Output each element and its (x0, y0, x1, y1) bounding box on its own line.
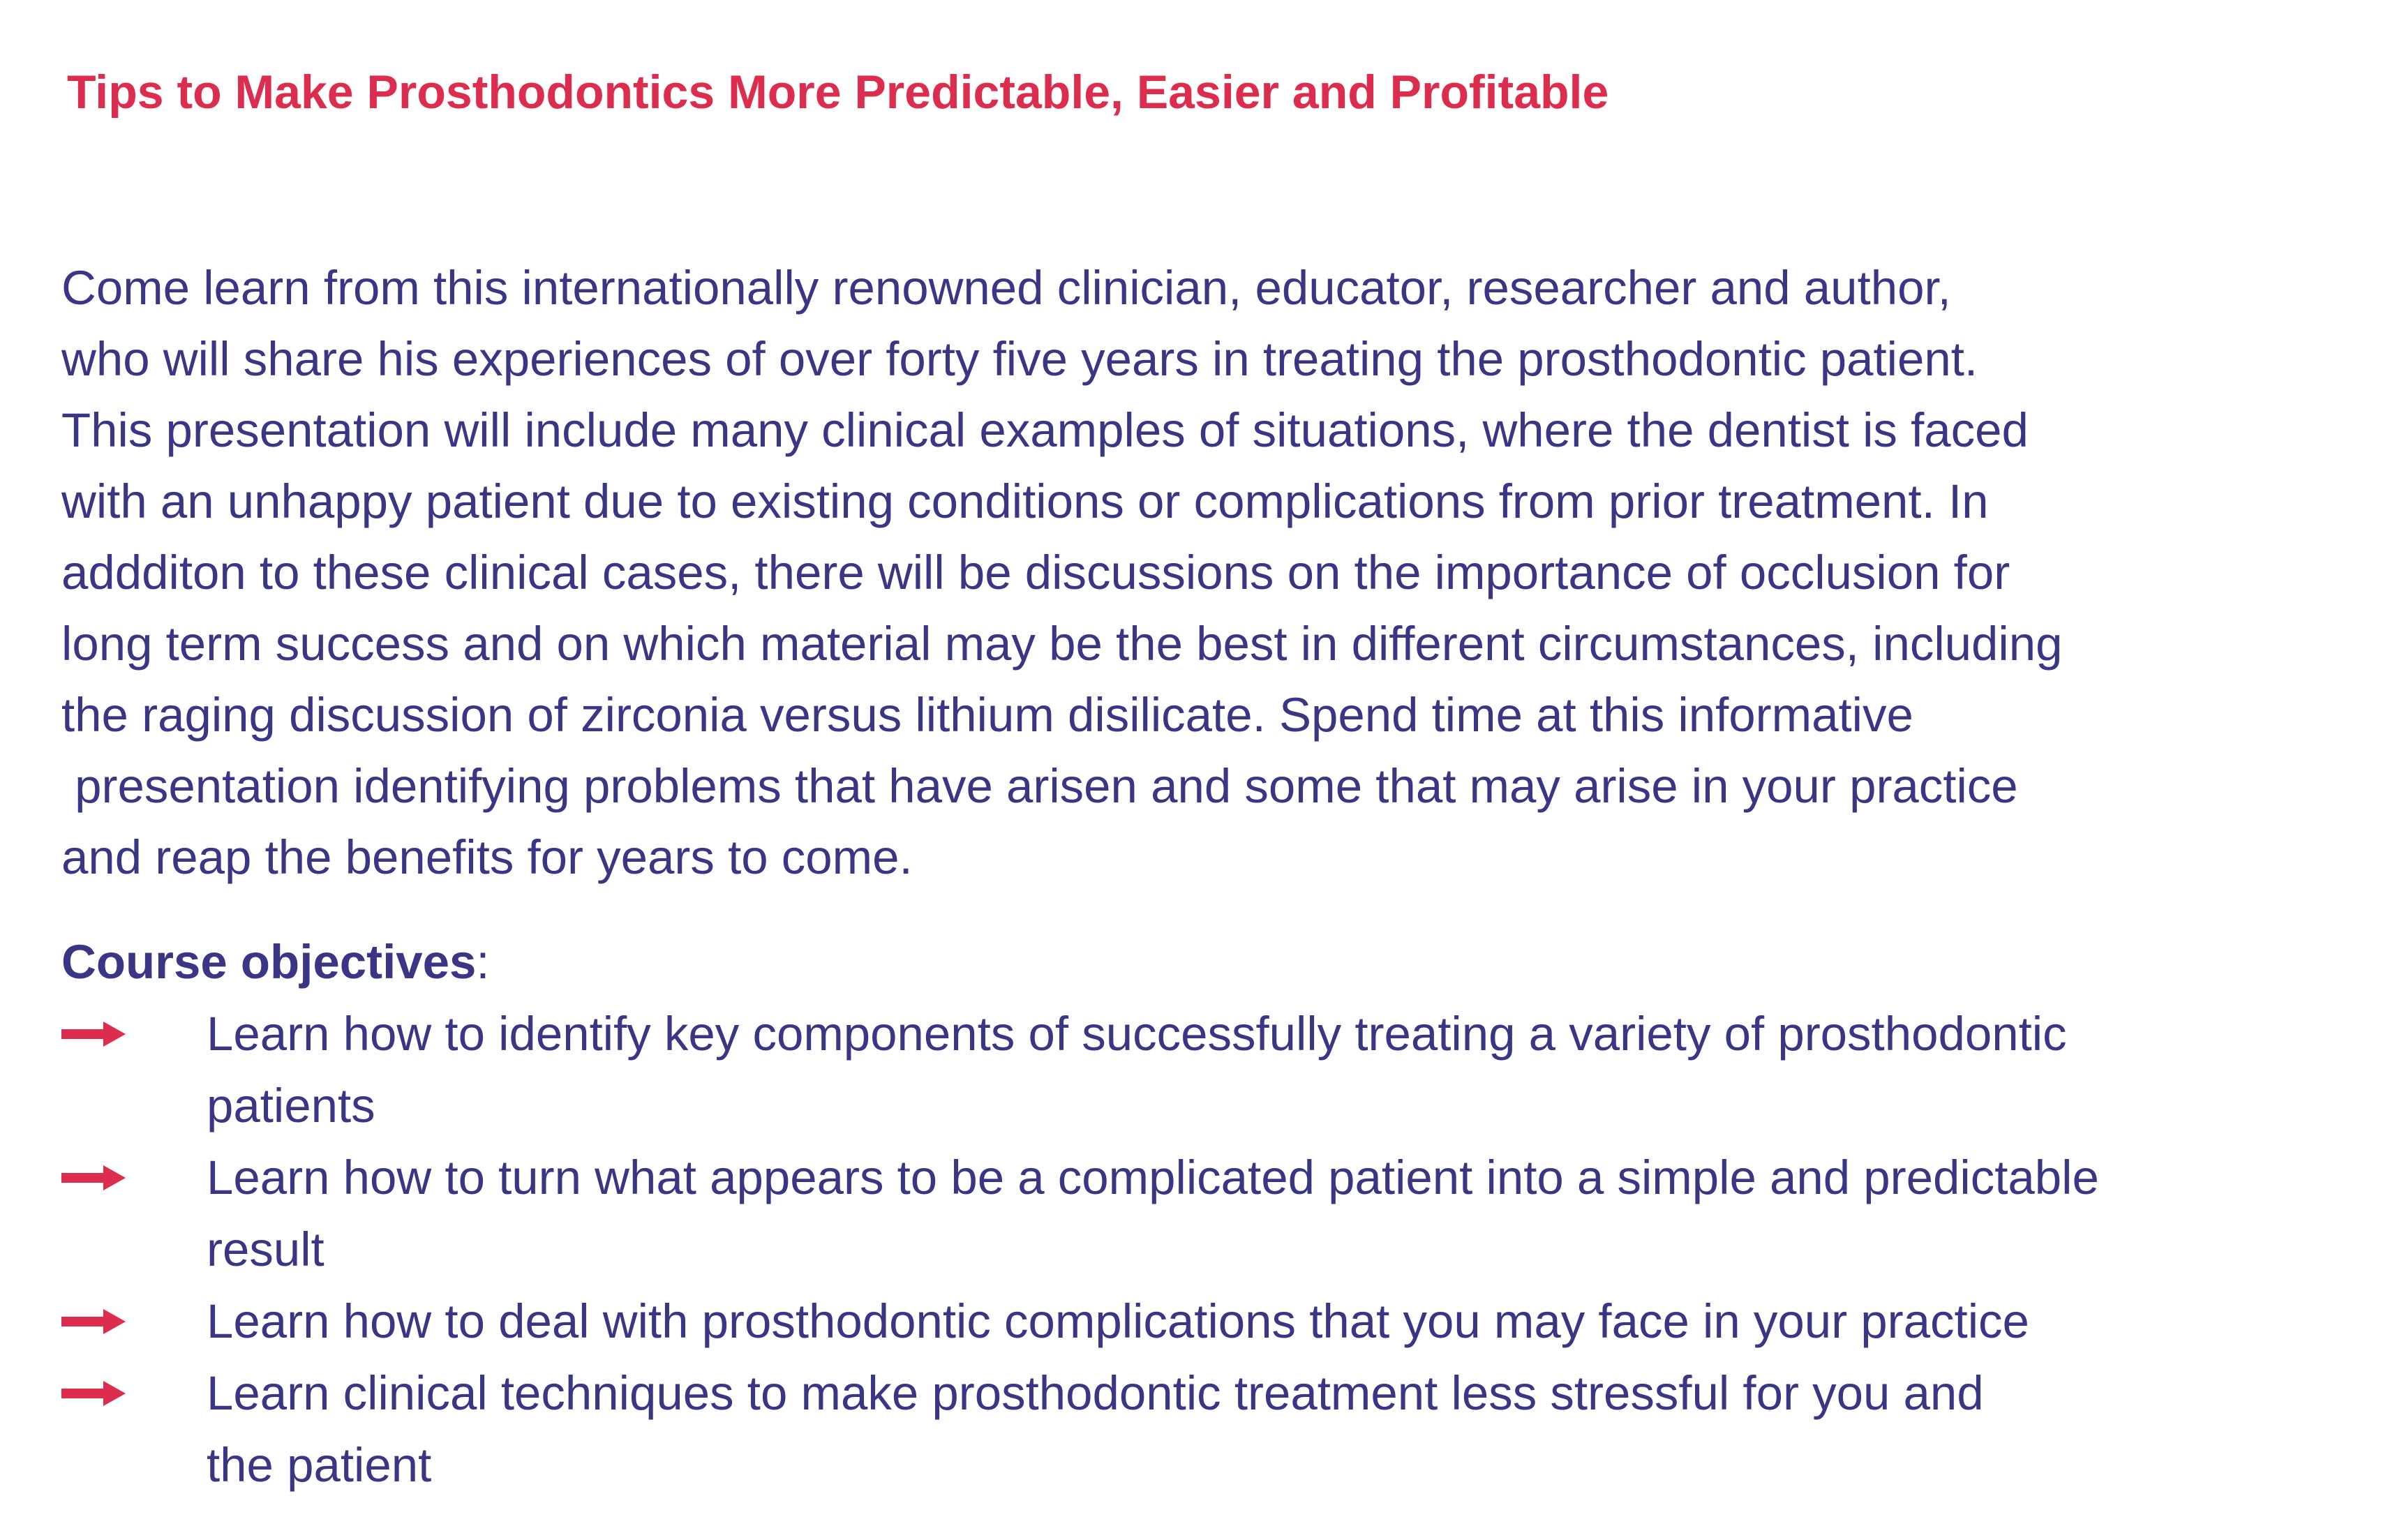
objective-item (61, 1142, 2364, 1285)
intro-line: Come learn from this internationally renowned clinician, educator, researcher and author, (61, 261, 1951, 315)
intro-line: This presentation will include many clinical examples of situations, where the dentist is faced (61, 403, 2029, 457)
intro-line: with an unhappy patient due to existing conditions or complications from prior treatment. In (61, 474, 1989, 528)
intro-paragraph (61, 253, 2364, 893)
objective-line: patients (207, 1079, 375, 1132)
objective-line: Learn how to turn what appears to be a complicated patient into a simple and predictable (207, 1151, 2099, 1204)
objective-line: Learn clinical techniques to make prosthodontic treatment less stressful for you and (207, 1366, 1984, 1420)
intro-line: the raging discussion of zirconia versus lithium disilicate. Spend time at this informative (61, 688, 1913, 742)
objective-item (61, 998, 2364, 1142)
objective-item (61, 1285, 2364, 1357)
arrow-right-icon (61, 1165, 126, 1190)
objective-line: Learn how to deal with prosthodontic complications that you may face in your practice (207, 1294, 2029, 1348)
intro-line: long term success and on which material may be the best in different circumstances, including (61, 617, 2063, 671)
intro-line: and reap the benefits for years to come. (61, 830, 913, 884)
objective-line: the patient (207, 1438, 432, 1492)
objectives-list (61, 998, 2364, 1501)
objective-item (61, 1357, 2364, 1501)
arrow-right-icon (61, 1022, 126, 1047)
arrow-right-icon (61, 1381, 126, 1406)
page-title: Tips to Make Prosthodontics More Predictable, Easier and Profitable (67, 66, 1609, 119)
objectives-heading (61, 927, 490, 998)
intro-line: addditon to these clinical cases, there will be discussions on the importance of occlusion for (61, 546, 2010, 599)
objective-line: result (207, 1223, 324, 1276)
objectives-heading-colon: : (476, 935, 490, 989)
objectives-heading-label: Course objectives (61, 935, 477, 989)
intro-line: presentation identifying problems that have arisen and some that may arise in your practice (61, 759, 2018, 813)
intro-line: who will share his experiences of over forty five years in treating the prosthodontic patient. (61, 332, 1978, 386)
arrow-right-icon (61, 1309, 126, 1334)
objective-line: Learn how to identify key components of successfully treating a variety of prosthodontic (207, 1007, 2067, 1061)
